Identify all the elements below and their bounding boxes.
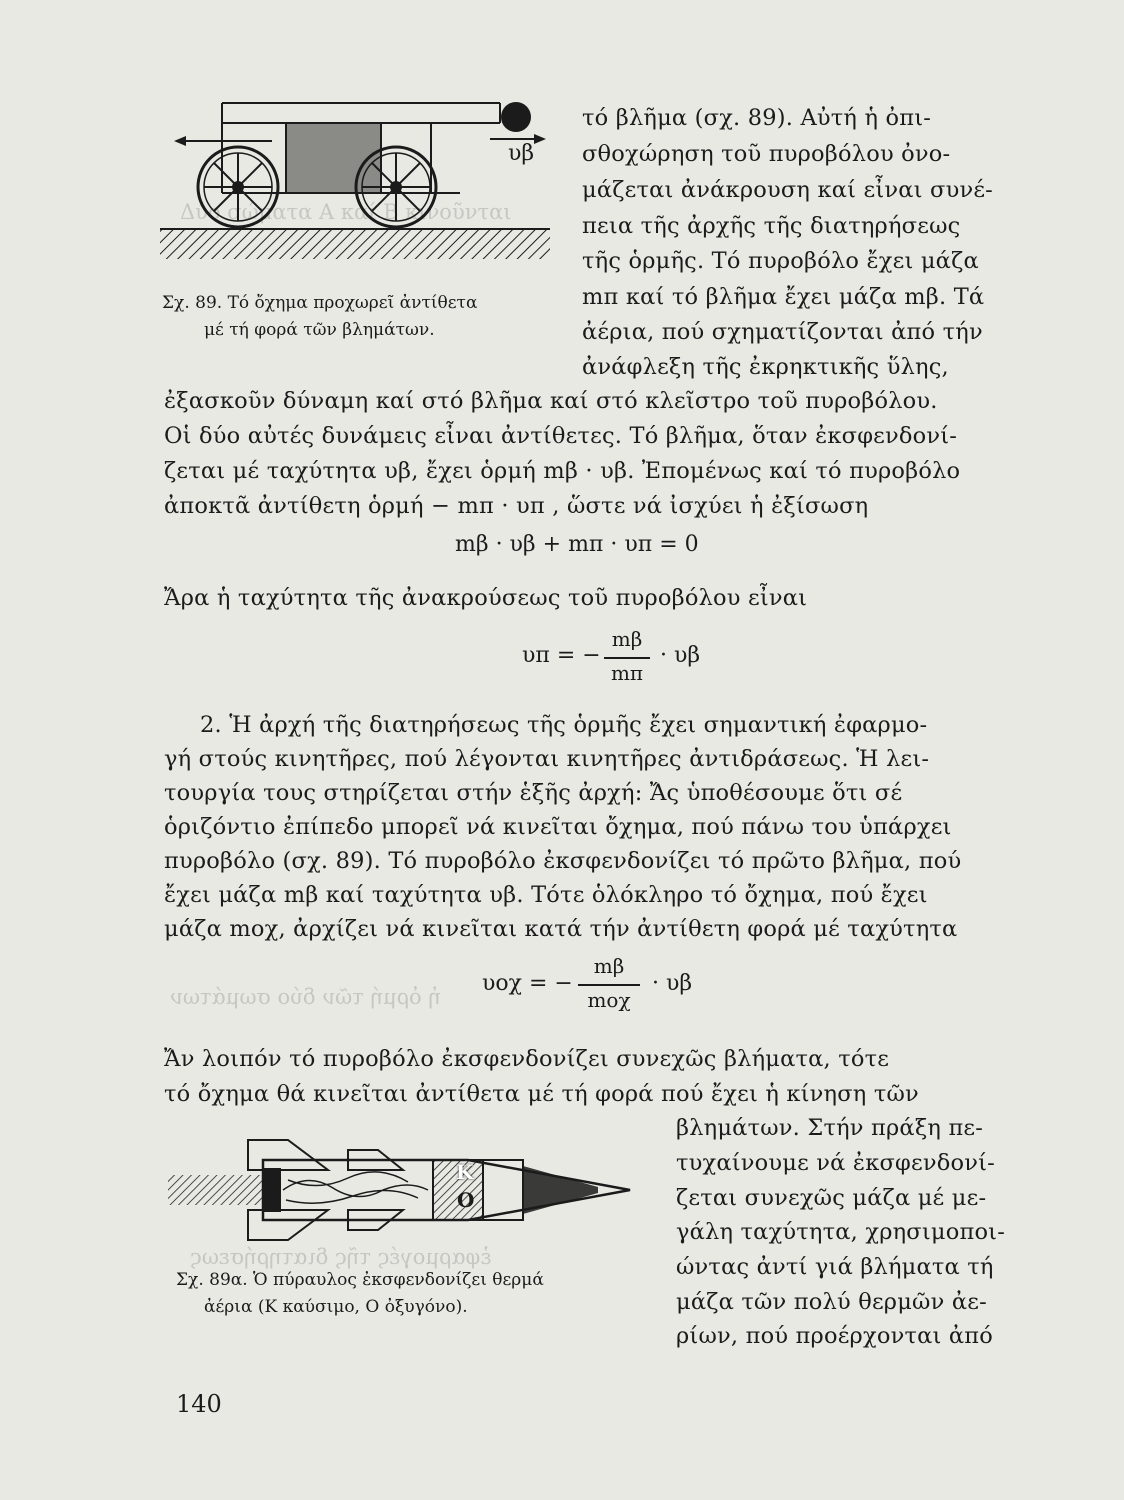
text-line: τό ὄχημα θά κινεῖται ἀντίθετα μέ τή φορά πού ἔχει ἡ κίνηση τῶν xyxy=(164,1081,919,1107)
equation-lhs: υοχ = − xyxy=(482,971,573,996)
velocity-label: υβ xyxy=(508,141,535,166)
text-line: ἀνάφλεξη τῆς ἐκρηκτικῆς ὕλης, xyxy=(582,354,949,380)
text-line: τό βλῆμα (σχ. 89). Αὐτή ἡ ὀπι- xyxy=(582,105,932,131)
figure-89a-caption: ἀέρια (Κ καύσιμο, Ο ὀξυγόνο). xyxy=(204,1297,468,1317)
show-through-text: ἡ ὁρμή τῶν δύο σωμάτων xyxy=(170,985,441,1009)
oxygen-label: Ο xyxy=(457,1188,475,1212)
equation-rhs: · υβ xyxy=(660,643,701,668)
text-line: ἔχει μάζα mβ καί ταχύτητα υβ. Τότε ὁλόκληρο τό ὄχημα, πού ἔχει xyxy=(164,882,928,908)
text-line: Ἄρα ἡ ταχύτητα τῆς ἀνακρούσεως τοῦ πυροβόλου εἶναι xyxy=(164,585,808,611)
figure-89-caption: Σχ. 89. Τό ὄχημα προχωρεῖ ἀντίθετα xyxy=(162,293,478,313)
equation-momentum-conservation: mβ · υβ + mπ · υπ = 0 xyxy=(455,532,699,557)
text-line: σθοχώρηση τοῦ πυροβόλου ὀνο- xyxy=(582,141,951,167)
equation-rhs: · υβ xyxy=(652,971,693,996)
text-line: mπ καί τό βλῆμα ἔχει μάζα mβ. Τά xyxy=(582,284,985,310)
text-line: ζεται συνεχῶς μάζα μέ με- xyxy=(676,1185,987,1211)
fraction-bar xyxy=(578,984,640,986)
text-line: ώντας ἀντί γιά βλήματα τή xyxy=(676,1254,994,1280)
text-line: Οἱ δύο αὐτές δυνάμεις εἶναι ἀντίθετες. Τό βλῆμα, ὅταν ἐκσφενδονί- xyxy=(164,423,958,449)
text-line: τῆς ὁρμῆς. Τό πυροβόλο ἔχει μάζα xyxy=(582,248,979,274)
text-line: ἐξασκοῦν δύναμη καί στό βλῆμα καί στό κλεῖστρο τοῦ πυροβόλου. xyxy=(164,388,938,414)
text-line: μάζεται ἀνάκρουση καί εἶναι συνέ- xyxy=(582,177,993,203)
equation-numerator: mβ xyxy=(593,954,625,978)
equation-numerator: mβ xyxy=(611,627,643,651)
fuel-label: Κ xyxy=(456,1160,474,1184)
text-line: πυροβόλο (σχ. 89). Τό πυροβόλο ἐκσφενδονίζει τό πρῶτο βλῆμα, πού xyxy=(164,848,962,874)
text-line: ἀποκτᾶ ἀντίθετη ὁρμή − mπ · υπ , ὥστε νά ἰσχύει ἡ ἐξίσωση xyxy=(164,493,869,519)
text-line: μάζα τῶν πολύ θερμῶν ἀε- xyxy=(676,1289,987,1315)
page-number: 140 xyxy=(176,1390,222,1418)
equation-denominator: mπ xyxy=(610,661,644,685)
show-through-text: Δύο σώματα Α καί Β κινοῦνται xyxy=(180,200,512,224)
text-line: γή στούς κινητῆρες, πού λέγονται κινητῆρες ἀντιδράσεως. Ἡ λει- xyxy=(164,746,930,772)
fraction-bar xyxy=(604,657,650,659)
text-line: τυχαίνουμε νά ἐκσφενδονί- xyxy=(676,1150,995,1176)
figure-89a-rocket-illustration xyxy=(168,1130,638,1250)
text-line: βλημάτων. Στήν πράξη πε- xyxy=(676,1115,984,1141)
text-line: ἀέρια, πού σχηματίζονται ἀπό τήν xyxy=(582,319,983,345)
text-line: ζεται μέ ταχύτητα υβ, ἔχει ὁρμή mβ · υβ. Ἐπομένως καί τό πυροβόλο xyxy=(164,458,961,484)
text-line: μάζα mοχ, ἀρχίζει νά κινεῖται κατά τήν ἀντίθετη φορά μέ ταχύτητα xyxy=(164,916,958,942)
text-line: Ἄν λοιπόν τό πυροβόλο ἐκσφενδονίζει συνεχῶς βλήματα, τότε xyxy=(164,1046,890,1072)
text-line: τουργία τους στηρίζεται στήν ἑξῆς ἀρχή: Ἄς ὑποθέσουμε ὅτι σέ xyxy=(164,780,903,806)
figure-89a-caption: Σχ. 89α. Ὁ πύραυλος ἐκσφενδονίζει θερμά xyxy=(176,1270,544,1290)
show-through-text: ἐφαρμογές τῆς διατηρήσεως xyxy=(190,1245,492,1269)
equation-denominator: mοχ xyxy=(587,988,631,1012)
text-line: ρίων, πού προέρχονται ἀπό xyxy=(676,1323,993,1349)
equation-lhs: υπ = − xyxy=(522,643,601,668)
text-line: πεια τῆς ἀρχῆς τῆς διατηρήσεως xyxy=(582,213,961,239)
text-line: ὁριζόντιο ἐπίπεδο μπορεῖ νά κινεῖται ὄχημα, πού πάνω του ὑπάρχει xyxy=(164,814,952,840)
figure-89-cart-illustration xyxy=(160,95,560,285)
text-line: 2. Ἡ ἀρχή τῆς διατηρήσεως τῆς ὁρμῆς ἔχει σημαντική ἐφαρμο- xyxy=(200,712,928,738)
text-line: γάλη ταχύτητα, χρησιμοποι- xyxy=(676,1219,1006,1245)
figure-89-caption: μέ τή φορά τῶν βλημάτων. xyxy=(204,320,435,340)
